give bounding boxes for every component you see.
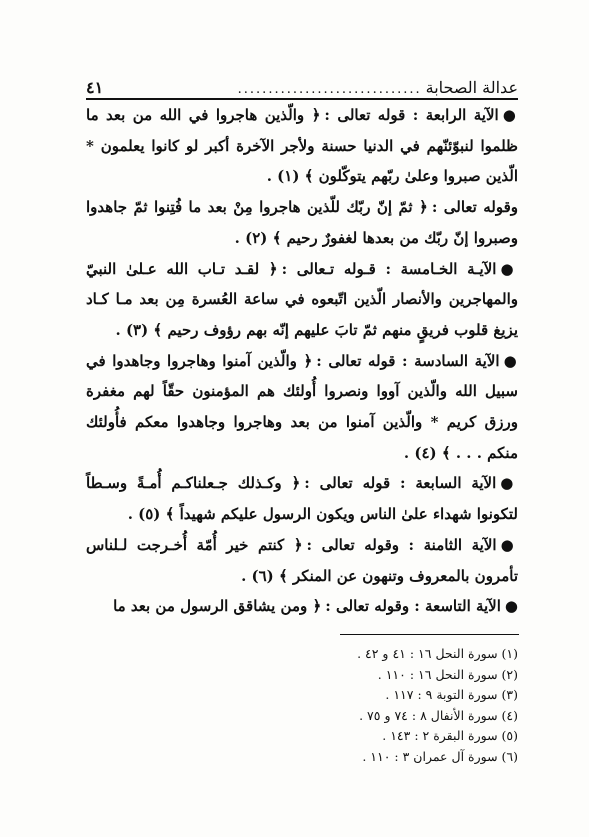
paragraph-lead: الآية الثامنة : وقوله تعالى : bbox=[306, 535, 497, 554]
paragraph-lead: وقوله تعالى : bbox=[431, 198, 518, 217]
paragraph-lead: الآية السادسة : قوله تعالى : bbox=[316, 351, 500, 370]
footnote-rule bbox=[340, 634, 519, 635]
bullet: ● bbox=[500, 535, 518, 554]
paragraph-verse-4 bbox=[86, 100, 518, 192]
footnote: (٤) سورة الأنفال ٨ : ٧٤ و ٧٥ . bbox=[359, 707, 518, 723]
page-number: ٤١ bbox=[86, 78, 104, 97]
paragraph-verse-4b bbox=[86, 192, 518, 253]
paragraph-lead: الآية التاسعة : وقوله تعالى : bbox=[325, 597, 501, 616]
paragraph-lead: الآية السابعة : قوله تعالى : bbox=[304, 474, 497, 493]
footnote: (٦) سورة آل عمران ٣ : ١١٠ . bbox=[362, 748, 518, 764]
paragraph-text: ﴿ والّذين آمنوا وهاجروا وجاهدوا في سبيل الله والّذين آووا ونصروا أُولئك هم المؤمنون حقّاً لهم مغفرة ورزق كريم * والّذين آمنوا من بعد وهاجروا وجاهدوا معكم فأُولئك منكم . . . ﴾ (٤) . bbox=[86, 351, 518, 462]
paragraph-verse-6 bbox=[86, 346, 518, 469]
running-header bbox=[86, 66, 518, 96]
header-leader-dots: .............................. bbox=[237, 83, 422, 96]
bullet: ● bbox=[503, 351, 518, 370]
footnote: (٥) سورة البقرة ٢ : ١٤٣ . bbox=[382, 728, 518, 743]
header-title: عدالة الصحابة bbox=[425, 78, 518, 97]
footnote: (١) سورة النحل ١٦ : ٤١ و ٤٢ . bbox=[357, 646, 518, 661]
paragraph-verse-8 bbox=[86, 530, 518, 591]
paragraph-text: ﴿ وكـذلك جـعلناكـم أُمـةً وسـطاً لتكونوا شهداء علىٰ الناس ويكون الرسول عليكم شهيداً ﴾ (٥) . bbox=[86, 474, 518, 524]
bullet: ● bbox=[502, 106, 518, 124]
paragraph-text: ﴿ والّذين هاجروا في الله من بعد ما ظلموا لنبوّئنّهم في الدنيا حسنة ولأجر الآخرة أكبر لو كانوا يعلمون * الّذين صبروا وعلىٰ ربّهم يتوكّلون ﴾ (١) . bbox=[86, 106, 518, 186]
paragraph-lead: الآية الرابعة : قوله تعالى : bbox=[324, 106, 499, 124]
paragraph-text: ﴿ كنتم خير أُمّة أُخـرجت لـلناس تأمرون بالمعروف وتنهون عن المنكر ﴾ (٦) . bbox=[86, 535, 518, 585]
paragraph-text: ﴿ لقـد تـاب الله عـلىٰ النبيّ والمهاجرين والأنصار الّذين اتّبعوه في ساعة العُسرة مِن بعد مـا كـاد يزيغ قلوب فريقٍ منهم ثمّ تابَ عليهم إنّه بهم رؤوف رحيم ﴾ (٣) . bbox=[86, 259, 518, 339]
paragraph-verse-5 bbox=[86, 254, 518, 346]
footnotes bbox=[86, 644, 518, 767]
bullet: ● bbox=[500, 259, 518, 278]
paragraph-lead: الآيـة الخـامسة : قـوله تـعالى : bbox=[281, 259, 497, 278]
bullet: ● bbox=[504, 597, 518, 616]
paragraph-verse-9 bbox=[86, 591, 518, 622]
paragraph-text: ﴿ ومن يشاقق الرسول من بعد ما bbox=[113, 597, 322, 616]
bullet: ● bbox=[500, 474, 519, 493]
footnote: (٢) سورة النحل ١٦ : ١١٠ . bbox=[377, 666, 518, 682]
paragraph-verse-7 bbox=[86, 468, 518, 529]
paragraph-text: ﴿ ثمّ إنّ ربّك للّذين هاجروا مِنْ بعد ما فُتِنوا ثمّ جاهدوا وصبروا إنّ ربّك من بعدها لغفورٌ رحيم ﴾ (٢) . bbox=[86, 198, 518, 247]
main-text bbox=[86, 100, 518, 622]
footnote: (٣) سورة التوبة ٩ : ١١٧ . bbox=[385, 687, 518, 702]
